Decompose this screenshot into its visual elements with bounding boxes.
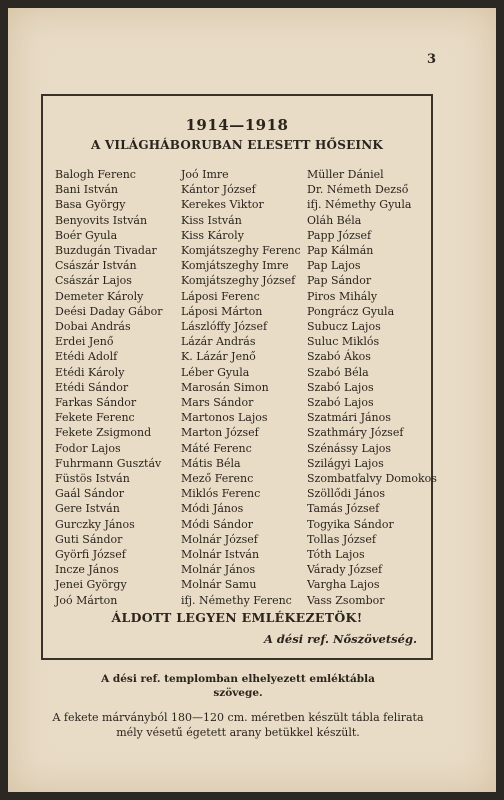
name-entry: Vargha Lajos	[307, 578, 380, 592]
name-entry: Basa György	[55, 198, 126, 212]
document-page	[8, 8, 496, 792]
name-entry: Bani István	[55, 183, 119, 197]
name-entry: Fuhrmann Gusztáv	[55, 456, 162, 470]
name-entry: Mars Sándor	[181, 396, 254, 410]
name-entry: Pap Lajos	[307, 259, 361, 273]
name-entry: Joó Márton	[55, 593, 118, 607]
name-entry: Györfi József	[55, 548, 126, 562]
caption-body-line-2: mély vésetű égetett arany betükkel készült.	[116, 726, 360, 739]
names-column-2	[181, 167, 301, 608]
caption-body	[42, 710, 434, 740]
name-entry: Mátis Béla	[181, 456, 241, 470]
name-entry: Miklós Ferenc	[181, 487, 261, 501]
name-entry: Tamás József	[307, 502, 380, 516]
name-entry: Komjátszeghy Ferenc	[181, 244, 301, 258]
name-entry: Piros Mihály	[307, 289, 378, 303]
name-entry: Szilágyi Lajos	[307, 456, 384, 470]
name-entry: Tollas József	[307, 532, 376, 546]
name-entry: Szabó Lajos	[307, 380, 374, 394]
name-entry: Várady József	[307, 563, 383, 577]
names-list	[55, 167, 437, 607]
name-entry: Gere István	[55, 502, 120, 516]
name-entry: Láposi Ferenc	[181, 289, 260, 303]
name-entry: Gurczky János	[55, 517, 135, 531]
name-entry: Gaál Sándor	[55, 487, 125, 501]
name-entry: K. Lázár Jenő	[181, 350, 256, 364]
name-entry: ifj. Némethy Gyula	[307, 198, 412, 212]
heading-title: A VILÁGHÁBORUBAN ELESETT HŐSEINK	[90, 138, 384, 152]
name-entry: Kiss Károly	[181, 228, 244, 242]
name-entry: Lászlóffy József	[181, 320, 268, 334]
name-entry: Müller Dániel	[307, 168, 384, 181]
caption-title-line-2: szövege.	[213, 687, 263, 699]
name-entry: Fekete Zsigmond	[55, 426, 152, 440]
name-entry: Komjátszeghy József	[181, 274, 296, 288]
name-entry: Etédi Adolf	[55, 350, 118, 364]
name-entry: Kerekes Viktor	[181, 198, 264, 212]
name-entry: Jenei György	[55, 578, 127, 592]
caption-title	[48, 672, 428, 700]
name-entry: Guti Sándor	[55, 532, 123, 546]
signature-line: A dési ref. Nőszövetség.	[263, 632, 417, 646]
name-entry: Szabó Béla	[307, 365, 369, 379]
name-entry: Buzdugán Tivadar	[55, 244, 157, 258]
name-entry: Papp József	[307, 228, 372, 242]
name-entry: Komjátszeghy Imre	[181, 259, 289, 273]
name-entry: Szathmáry József	[307, 426, 404, 440]
name-entry: Dr. Németh Dezső	[307, 183, 409, 197]
name-entry: Molnár József	[181, 532, 258, 546]
name-entry: Suluc Miklós	[307, 335, 380, 349]
name-entry: Léber Gyula	[181, 365, 250, 379]
name-entry: Lázár András	[181, 335, 256, 349]
name-entry: Boér Gyula	[55, 228, 118, 242]
name-entry: Pap Kálmán	[307, 244, 374, 258]
name-entry: Szabó Ákos	[307, 350, 371, 364]
name-entry: Etédi Sándor	[55, 380, 129, 394]
name-entry: Deési Daday Gábor	[55, 304, 163, 318]
name-entry: Oláh Béla	[307, 213, 362, 227]
name-entry: Molnár István	[181, 548, 260, 562]
name-entry: Kántor József	[181, 183, 256, 197]
name-entry: Incze János	[55, 563, 119, 577]
name-entry: Szénássy Lajos	[307, 441, 392, 455]
name-entry: Módi Sándor	[181, 517, 254, 531]
name-entry: Szabó Lajos	[307, 396, 374, 410]
name-entry: Szöllődi János	[307, 487, 385, 501]
name-entry: Láposi Márton	[181, 304, 263, 318]
name-entry: Pongrácz Gyula	[307, 304, 395, 318]
name-entry: Etédi Károly	[55, 365, 125, 379]
name-entry: Balogh Ferenc	[55, 168, 136, 181]
name-entry: Dobai András	[55, 320, 131, 334]
name-entry: Vass Zsombor	[307, 593, 385, 607]
name-entry: Marosán Simon	[181, 380, 269, 394]
name-entry: Császár István	[55, 259, 137, 273]
name-entry: Erdei Jenő	[55, 335, 114, 349]
name-entry: Molnár Samu	[181, 578, 257, 592]
name-entry: Kiss István	[181, 213, 242, 227]
name-entry: Szombatfalvy Domokos	[307, 472, 437, 486]
name-entry: Szatmári János	[307, 411, 391, 425]
name-entry: Marton József	[181, 426, 259, 440]
name-entry: Füstös István	[55, 472, 130, 486]
name-entry: Tóth Lajos	[307, 548, 365, 562]
caption-title-line-1: A dési ref. templomban elhelyezett emléktábla	[101, 673, 375, 685]
name-entry: Mező Ferenc	[181, 472, 254, 486]
name-entry: Benyovits István	[55, 213, 148, 227]
name-entry: Császár Lajos	[55, 274, 132, 288]
name-entry: Molnár János	[181, 563, 256, 577]
name-entry: Máté Ferenc	[181, 441, 252, 455]
name-entry: Fodor Lajos	[55, 441, 121, 455]
memorial-frame	[41, 94, 437, 660]
page-number: 3	[426, 52, 436, 67]
names-column-3	[307, 167, 437, 608]
name-entry: Farkas Sándor	[55, 396, 137, 410]
name-entry: ifj. Némethy Ferenc	[181, 593, 292, 607]
names-column-1	[55, 167, 162, 608]
name-entry: Demeter Károly	[55, 289, 144, 303]
heading-years: 1914—1918	[185, 116, 289, 134]
caption-body-line-1: A fekete márványból 180—120 cm. méretben készült tábla felirata	[52, 711, 424, 724]
name-entry: Pap Sándor	[307, 274, 372, 288]
name-entry: Subucz Lajos	[307, 320, 381, 334]
name-entry: Togyika Sándor	[307, 517, 394, 531]
name-entry: Fekete Ferenc	[55, 411, 135, 425]
blessing-line: ÁLDOTT LEGYEN EMLÉKEZETÖK!	[111, 610, 363, 625]
name-entry: Martonos Lajos	[181, 411, 268, 425]
name-entry: Joó Imre	[181, 168, 229, 181]
name-entry: Módi János	[181, 502, 244, 516]
